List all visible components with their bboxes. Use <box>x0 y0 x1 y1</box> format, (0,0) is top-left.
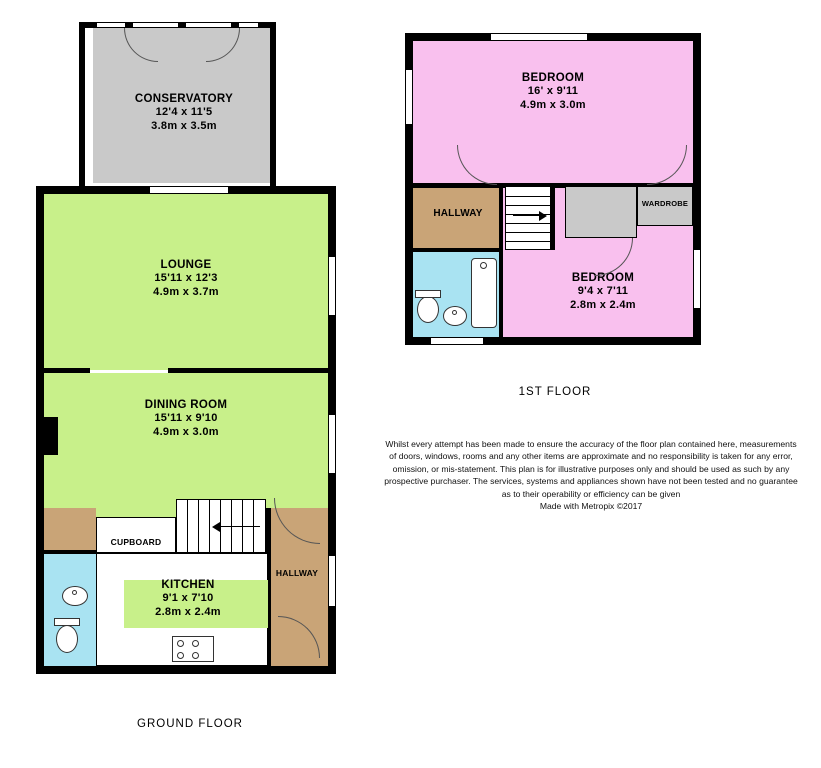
first-floor-title: 1ST FLOOR <box>518 386 592 398</box>
bath-tap <box>480 262 487 269</box>
ground-stair-direction-arrow <box>212 522 220 532</box>
bathroom-first-divider <box>499 252 503 337</box>
lounge-dim-imperial: 15'11 x 12'3 <box>154 272 218 285</box>
first-stair-direction-line <box>513 215 541 216</box>
bedroom-main-window-left <box>405 70 413 124</box>
hallway-ground-label: HALLWAY <box>275 568 319 578</box>
bedroom-main-label <box>473 71 633 113</box>
hallway-stair-divider <box>499 188 503 252</box>
dining-window-right <box>328 415 336 473</box>
kitchen-hob-ring-1 <box>177 640 184 647</box>
kitchen-label <box>108 578 268 620</box>
kitchen-hob-ring-4 <box>192 652 199 659</box>
dining-room-label <box>106 398 266 440</box>
disclaimer-line-1: Whilst every attempt has been made to ensure the accuracy of the floor plan contained here, measurements <box>385 439 797 449</box>
dining-chimney-block <box>44 417 58 455</box>
house-wall-left <box>36 186 44 674</box>
bedroom-two-window-right <box>693 250 701 308</box>
hallway-window-right <box>328 556 336 606</box>
disclaimer-text <box>360 438 821 513</box>
ground-basin-tap <box>72 590 77 595</box>
conservatory-window-4 <box>239 22 258 28</box>
ground-bathroom-divider <box>44 550 96 554</box>
conservatory-name: CONSERVATORY <box>134 93 234 105</box>
cupboard-label: CUPBOARD <box>110 537 162 547</box>
cupboard-area <box>96 517 176 553</box>
ground-floor-plan <box>0 0 400 740</box>
bathroom-window-bottom <box>431 337 483 345</box>
conservatory-wall-right <box>270 28 276 186</box>
dining-room-fill <box>44 373 328 508</box>
first-stair-direction-arrow <box>539 211 547 221</box>
dining-room-name: DINING ROOM <box>144 399 228 411</box>
first-wc <box>417 296 439 323</box>
bedroom-main-dim-metric: 4.9m x 3.0m <box>520 99 586 112</box>
ground-wc <box>56 625 78 653</box>
lounge-name: LOUNGE <box>160 259 212 271</box>
lounge-label <box>106 258 266 300</box>
ground-floor-title: GROUND FLOOR <box>137 718 243 730</box>
bedroom-two-name: BEDROOM <box>571 272 635 284</box>
kitchen-hob-ring-2 <box>192 640 199 647</box>
disclaimer-line-3: omission, or mis-statement. This plan is for illustrative purposes only and should be used as such by any <box>392 463 790 474</box>
conservatory-wall-top-mid2 <box>178 22 186 28</box>
first-wc-cistern <box>415 290 441 298</box>
lounge-dim-metric: 4.9m x 3.7m <box>153 286 219 299</box>
dining-room-dim-imperial: 15'11 x 9'10 <box>154 412 218 425</box>
ground-stair-direction-line <box>218 526 260 527</box>
first-basin-tap <box>452 310 457 315</box>
lounge-window-right <box>328 257 336 315</box>
landing-cupboard <box>565 186 637 238</box>
lounge-window-top <box>150 186 228 194</box>
kitchen-name: KITCHEN <box>161 579 215 591</box>
bedroom-two-label <box>523 271 683 313</box>
conservatory-wall-left <box>79 28 85 186</box>
kitchen-dim-metric: 2.8m x 2.4m <box>155 606 221 619</box>
bedroom-two-dim-metric: 2.8m x 2.4m <box>570 299 636 312</box>
rear-lobby-fill <box>44 508 96 553</box>
house-wall-bottom <box>36 666 336 674</box>
conservatory-wall-top-left <box>79 22 97 28</box>
conservatory-dim-metric: 3.8m x 3.5m <box>151 120 217 133</box>
first-floor-plan <box>395 0 725 420</box>
conservatory-window-1 <box>97 22 125 28</box>
dining-room-dim-metric: 4.9m x 3.0m <box>153 426 219 439</box>
kitchen-dim-imperial: 9'1 x 7'10 <box>162 592 214 605</box>
ground-wc-cistern <box>54 618 80 626</box>
ground-basin <box>62 586 88 606</box>
disclaimer-line-5: as to their operability or efficiency can be given <box>501 488 681 499</box>
conservatory-dim-imperial: 12'4 x 11'5 <box>155 106 213 119</box>
conservatory-wall-top-right <box>258 22 276 28</box>
bedroom-two-dim-imperial: 9'4 x 7'11 <box>577 285 629 298</box>
hallway-first-label: HALLWAY <box>433 208 483 219</box>
first-basin <box>443 306 467 326</box>
bedroom-main-dim-imperial: 16' x 9'11 <box>527 85 579 98</box>
conservatory-label <box>104 92 264 134</box>
disclaimer-line-4: prospective purchaser. The services, systems and appliances shown have not been tested and no guarantee <box>384 476 798 487</box>
bedroom-main-name: BEDROOM <box>521 72 585 84</box>
first-stair-right-wall <box>551 186 555 250</box>
bedroom-main-window-top <box>491 33 587 41</box>
kitchen-hob-ring-3 <box>177 652 184 659</box>
disclaimer-line-2: of doors, windows, rooms and any other items are approximate and no responsibility is taken for any error, <box>389 451 793 462</box>
wardrobe-label: WARDROBE <box>641 199 689 208</box>
disclaimer-line-6: Made with Metropix ©2017 <box>539 501 643 512</box>
